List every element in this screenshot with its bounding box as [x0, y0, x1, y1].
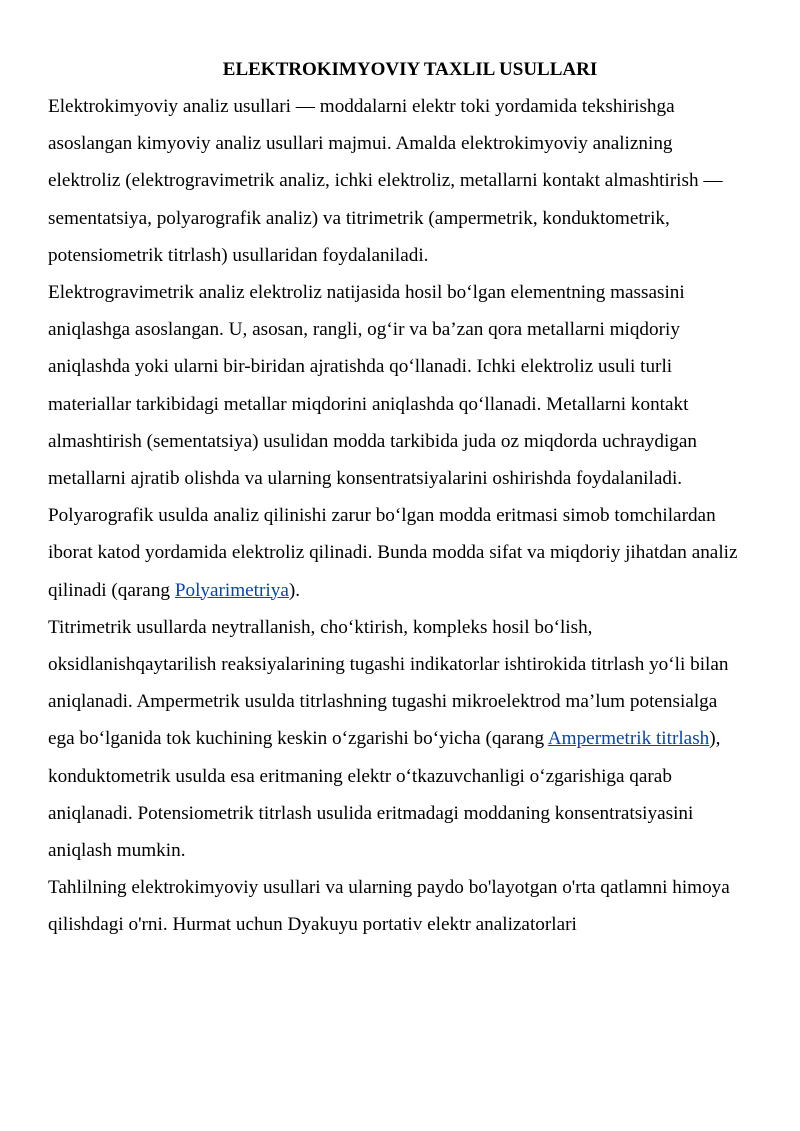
link-polyarimetriya[interactable]: Polyarimetriya: [174, 579, 289, 601]
paragraph-intro: [48, 88, 748, 274]
paragraph-titrimetrik-text: Titrimetrik usullarda neytrallanish, cho‘ktirish, kompleks hosil bo‘lish, oksidlanishqaytarilish reaksiyalarining tugashi indikatorlar ishtirokida titrlash yo‘li bilan aniqlanadi. Ampermetrik usulda titrlashning tugashi mikroelektrod ma’lum potensialga ega bo‘lganida tok kuchining keskin o‘zgarishi bo‘yicha (qarang: [48, 616, 729, 750]
paragraph-conclusion: [48, 869, 748, 943]
paragraph-elektrogravimetrik: [48, 274, 748, 609]
paragraph-titrimetrik-tail: ), konduktometrik usulda esa eritmaning elektr o‘tkazuvchanligi o‘zgarishiga qarab aniqlanadi. Potensiometrik titrlash usulida eritmadagi moddaning konsentratsiyasini aniqlash mumkin.: [48, 728, 721, 862]
paragraph-elektrogravimetrik-tail: ).: [288, 579, 301, 601]
paragraph-intro-text: Elektrokimyoviy analiz usullari — moddalarni elektr toki yordamida tekshirishga asoslangan kimyoviy analiz usullari majmui. Amalda elektrokimyoviy analizning elektroliz (elektrogravimetrik analiz, ichki elektroliz, metallarni kontakt almashtirish — sementatsiya, polyarografik analiz) va titrimetrik (ampermetrik, konduktometrik, potensiometrik titrlash) usullaridan foydalaniladi.: [48, 96, 723, 266]
paragraph-titrimetrik: [48, 609, 748, 869]
link-ampermetrik-titrlash[interactable]: Ampermetrik titrlash: [547, 728, 710, 750]
paragraph-elektrogravimetrik-text: Elektrogravimetrik analiz elektroliz natijasida hosil bo‘lgan elementning massasini aniqlashga asoslangan. U, asosan, rangli, og‘ir va ba’zan qora metallarni miqdoriy aniqlashda yoki ularni bir-biridan ajratishda qo‘llanadi. Ichki elektroliz usuli turli materiallar tarkibidagi metallar miqdorini aniqlashda qo‘llanadi. Metallarni kontakt almashtirish (sementatsiya) usulidan modda tarkibida juda oz miqdorda uchraydigan metallarni ajratib olishda va ularning konsentratsiyalarini oshirishda foydalaniladi. Polyarografik usulda analiz qilinishi zarur bo‘lgan modda eritmasi simob tomchilardan iborat katod yordamida elektroliz qilinadi. Bunda modda sifat va miqdoriy jihatdan analiz qilinadi (qarang: [48, 282, 738, 601]
document-title: ELEKTROKIMYOVIY TAXLIL USULLARI: [222, 59, 598, 80]
document-page: [48, 56, 748, 944]
paragraph-conclusion-text: Tahlilning elektrokimyoviy usullari va ularning paydo bo'layotgan o'rta qatlamni himoya qilishdagi o'rni. Hurmat uchun Dyakuyu portativ elektr analizatorlari: [48, 877, 730, 936]
